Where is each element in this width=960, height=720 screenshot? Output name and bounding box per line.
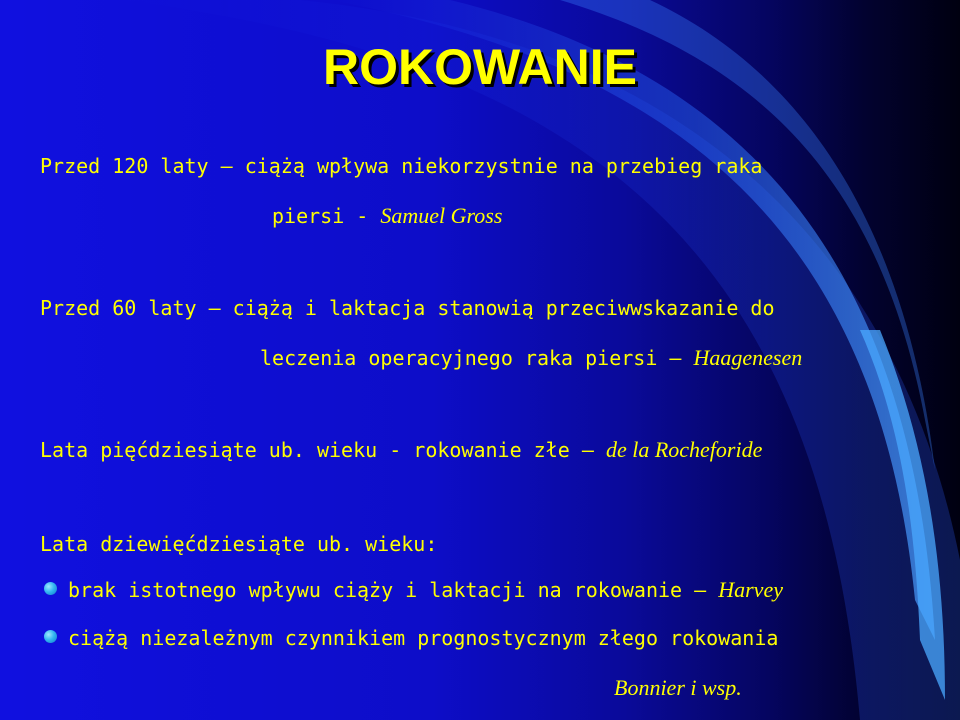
bullet-dot-icon [44,582,57,595]
paragraph-3 [40,436,762,464]
paragraph-2-text: leczenia operacyjnego raka piersi – [260,346,682,370]
author-harvey: Harvey [718,577,783,602]
paragraph-3-text: Lata pięćdziesiąte ub. wieku - rokowanie złe – [40,438,594,462]
bullet-item-2: ciążą niezależnym czynnikiem prognostycznym złego rokowania [68,626,779,650]
slide-title: ROKOWANIE [323,39,637,95]
bullet-item-1 [68,576,783,604]
paragraph-1-text: piersi - [272,204,381,228]
final-author-line [614,674,742,702]
author-haagenesen: Haagenesen [693,345,803,370]
paragraph-1-line-1: Przed 120 laty – ciążą wpływa niekorzystnie na przebieg raka [40,154,763,178]
author-de-la-rocheforide: de la Rocheforide [605,437,763,462]
paragraph-4: Lata dziewięćdziesiąte ub. wieku: [40,532,438,556]
paragraph-2-line-2 [260,344,802,372]
author-samuel-gross: Samuel Gross [380,203,503,228]
paragraph-2-line-1: Przed 60 laty – ciążą i laktacja stanowią przeciwwskazanie do [40,296,775,320]
paragraph-1-line-2 [272,202,502,230]
author-bonnier: Bonnier i wsp. [614,675,742,700]
bullet-dot-icon [44,630,57,643]
bullet-item-1-text: brak istotnego wpływu ciąży i laktacji na rokowanie – [68,578,707,602]
